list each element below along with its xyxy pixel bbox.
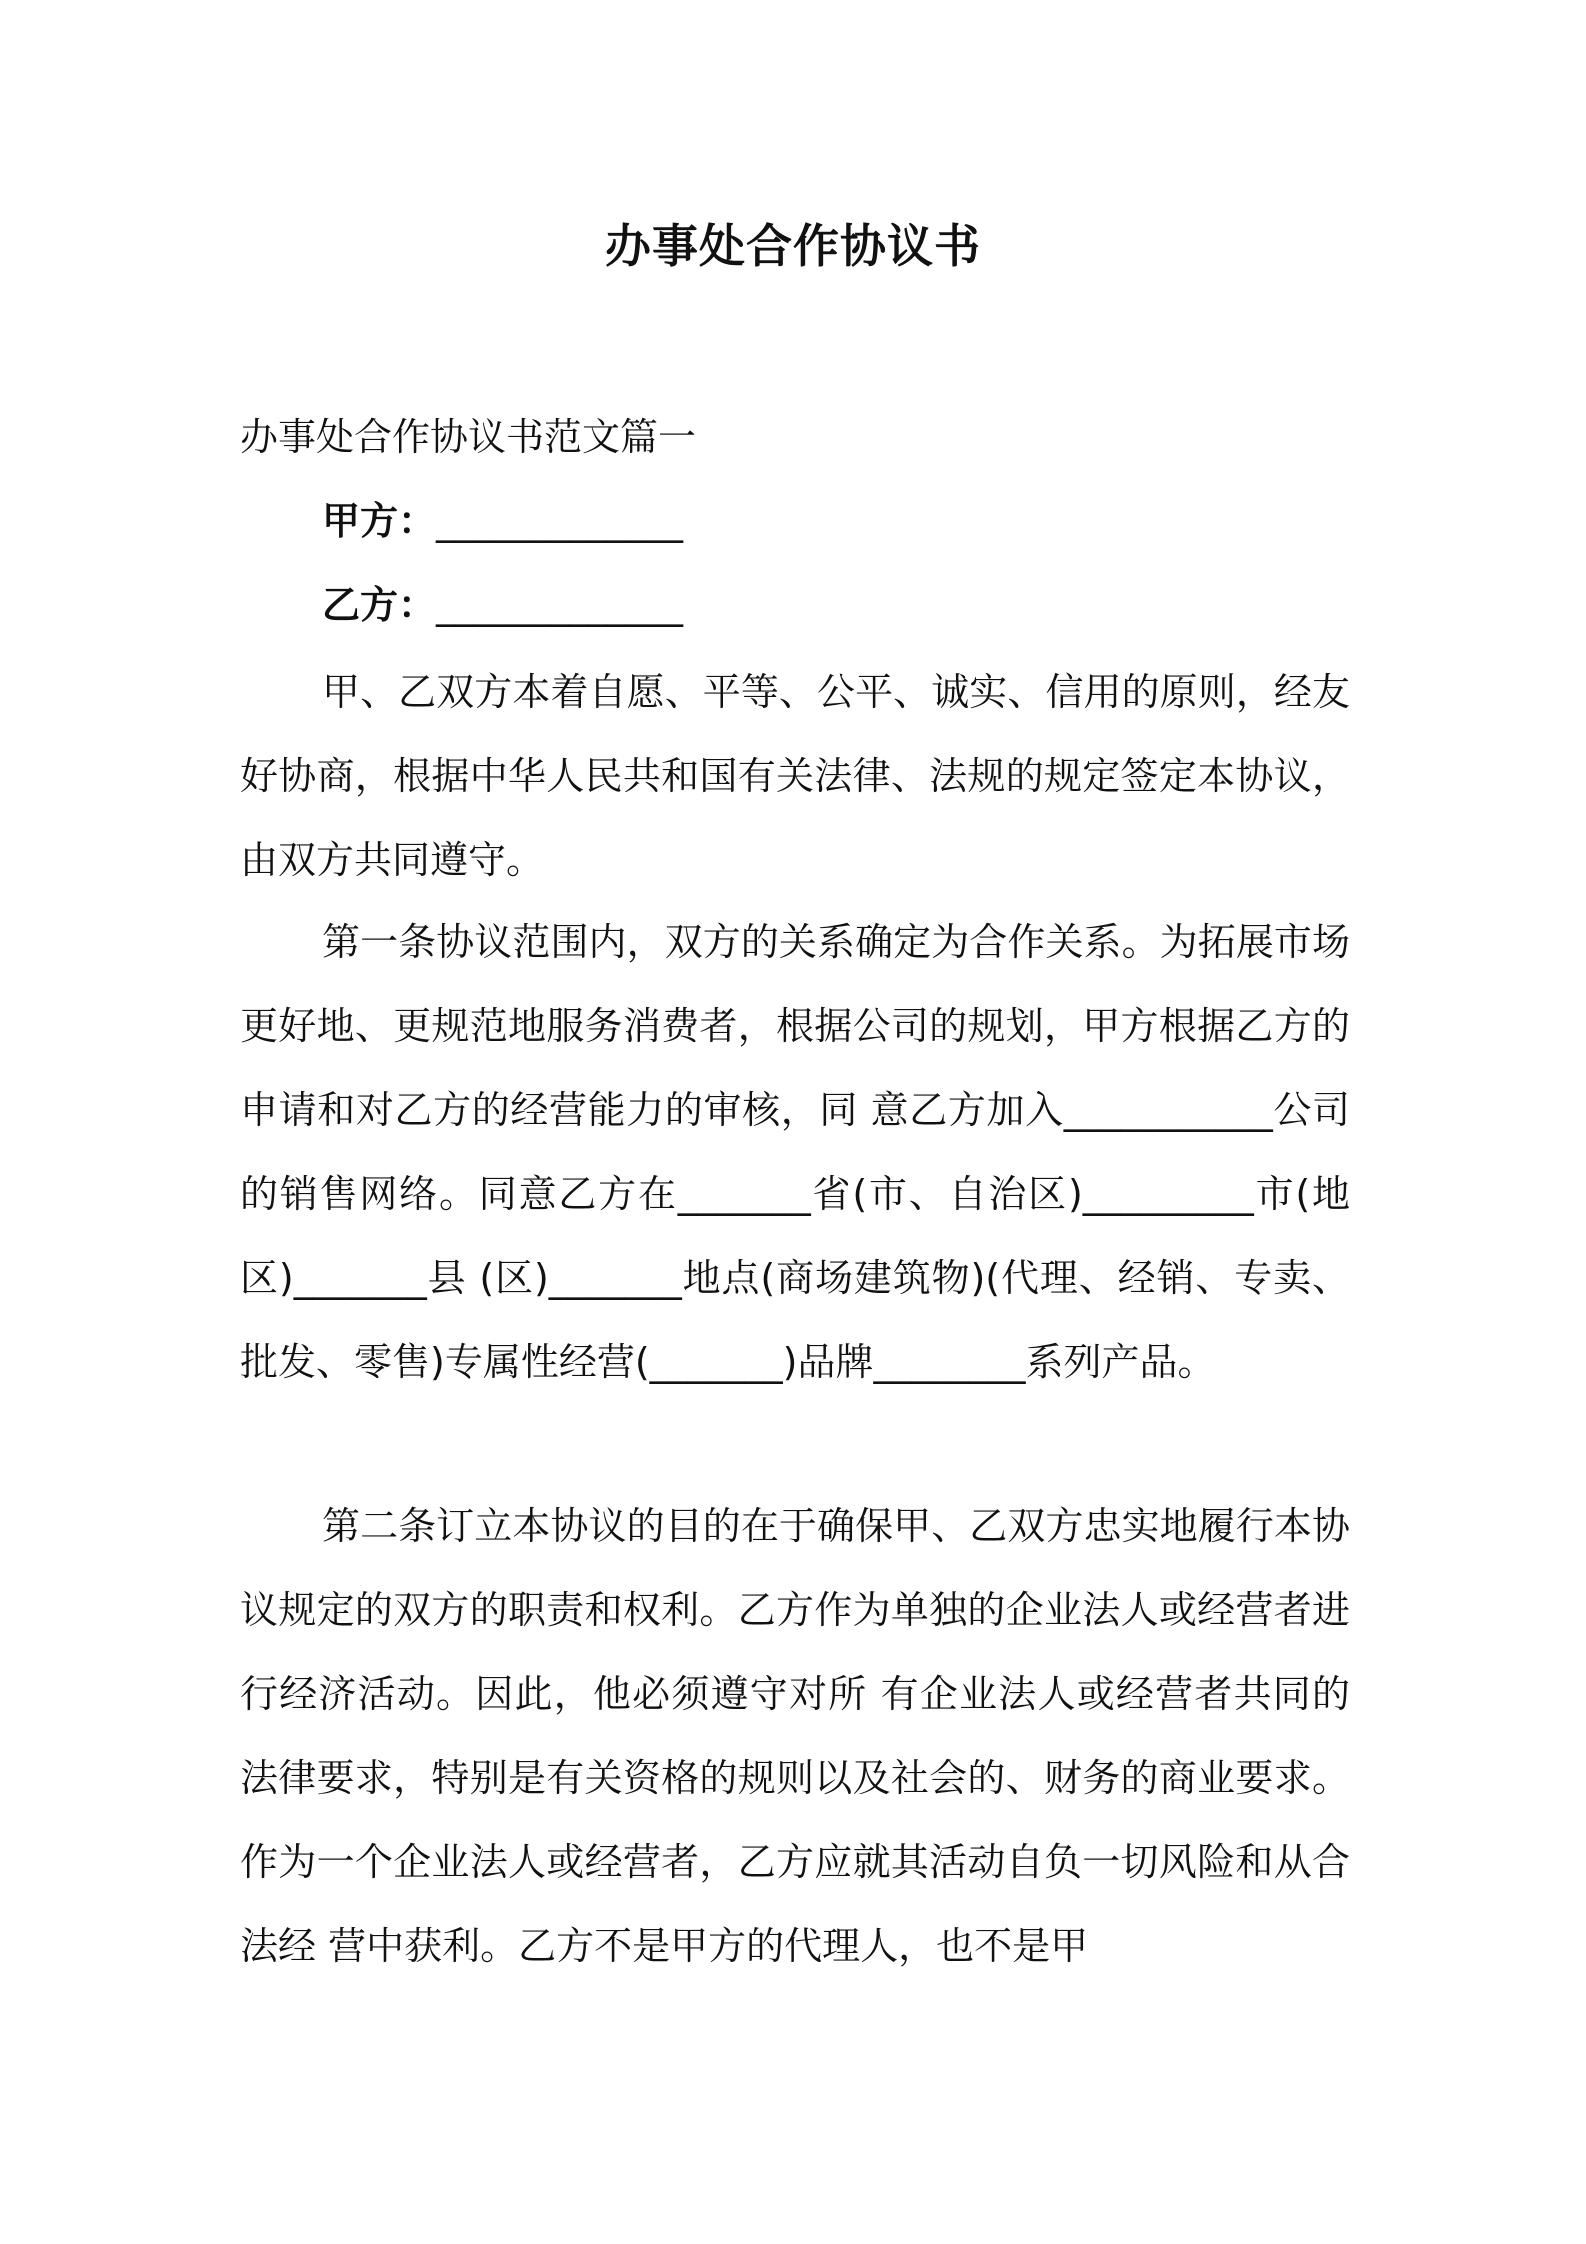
party-b-line <box>322 578 683 632</box>
party-b-label: 乙方： <box>322 583 437 627</box>
party-a-line <box>322 494 683 548</box>
party-a-label: 甲方： <box>322 499 437 543</box>
paragraph-article-1: 第一条协议范围内，双方的关系确定为合作关系。为拓展市场更好地、更规范地服务消费者，根据公司的规划，甲方根据乙方的申请和对乙方的经营能力的审核，同 意乙方加入___________公司的销售网络。同意乙方在_______省(市、自治区)_________市(地区)_______县 (区)_______地点(商场建筑物)(代理、经销、专卖、批发、零售)专属性经营(_______)品牌________系列产品。 <box>240 920 1350 1384</box>
document-subtitle: 办事处合作协议书范文篇一 <box>240 415 697 459</box>
paragraph-article-2: 第二条订立本协议的目的在于确保甲、乙双方忠实地履行本协议规定的双方的职责和权利。乙方作为单独的企业法人或经营者进行经济活动。因此，他必须遵守对所 有企业法人或经营者共同的法律要求，特别是有关资格的规则以及社会的、财务的商业要求。作为一个企业法人或经营者，乙方应就其活动自负一切风险和从合法经 营中获利。乙方不是甲方的代理人，也不是甲 <box>240 1504 1350 1968</box>
party-b-blank: _____________ <box>436 583 684 627</box>
document-title: 办事处合作协议书 <box>605 219 981 273</box>
paragraph-preamble: 甲、乙双方本着自愿、平等、公平、诚实、信用的原则，经友好协商，根据中华人民共和国有关法律、法规的规定签定本协议，由双方共同遵守。 <box>240 670 1350 882</box>
party-a-blank: _____________ <box>436 499 684 543</box>
